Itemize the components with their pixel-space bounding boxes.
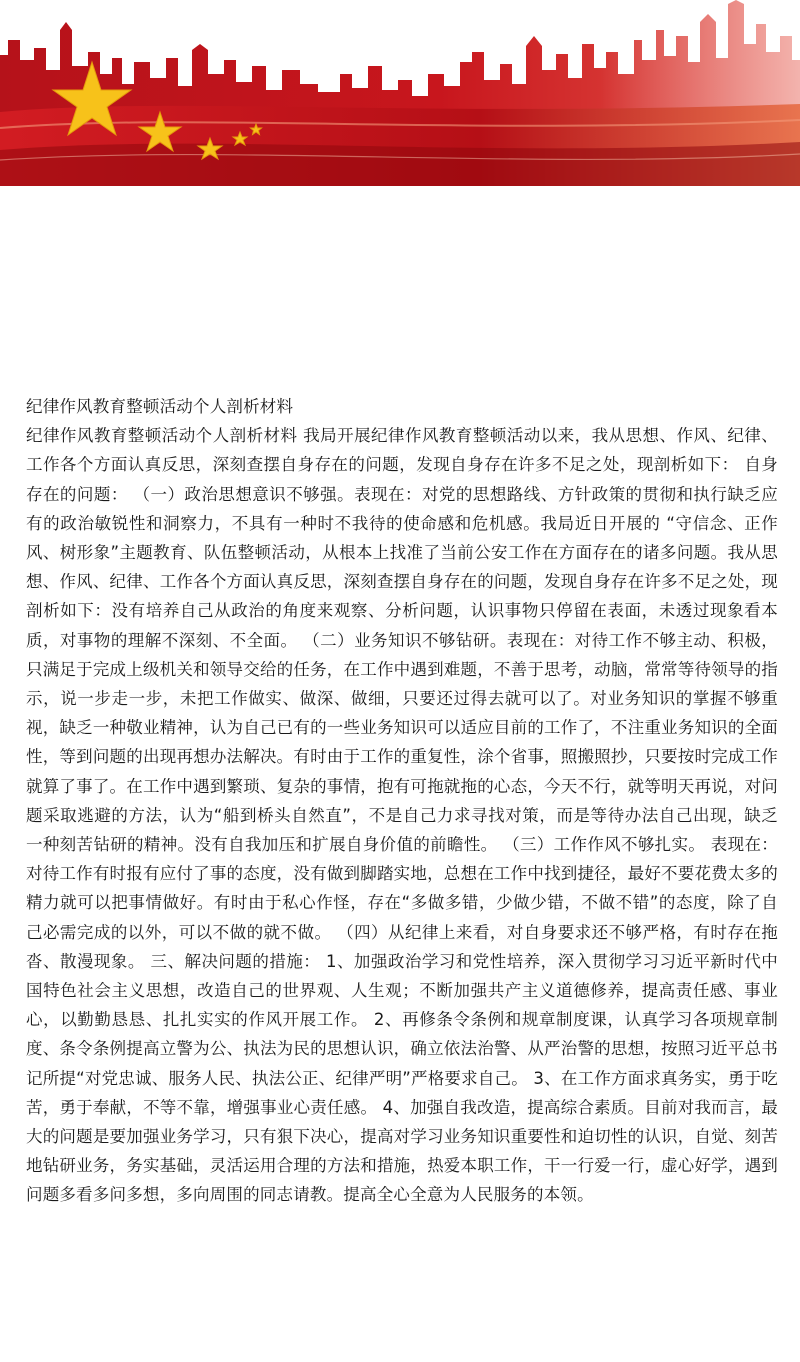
city-skyline [0, 0, 800, 186]
document-content [26, 392, 778, 1210]
header-banner [0, 0, 800, 186]
document-title: 纪律作风教育整顿活动个人剖析材料 [26, 397, 294, 416]
document-body: 纪律作风教育整顿活动个人剖析材料 我局开展纪律作风教育整顿活动以来，我从思想、作风、纪律、工作各个方面认真反思，深刻查摆自身存在的问题，发现自身存在许多不足之处，现剖析如下： 自身存在的问题： （一）政治思想意识不够强。表现在：对党的思想路线、方针政策的贯彻和执行缺乏应有的政治敏锐性和洞察力，不具有一种时不我待的使命感和危机感。我局近日开展的 “守信念、正作风、树形象”主题教育、队伍整顿活动，从根本上找准了当前公安工作在方面存在的诸多问题。我从思想、作风、纪律、工作各个方面认真反思，深刻查摆自身存在的问题，发现自身存在许多不足之处，现剖析如下：没有培养自己从政治的角度来观察、分析问题，认识事物只停留在表面，未透过现象看本质，对事物的理解不深刻、不全面。 （二）业务知识不够钻研。表现在：对待工作不够主动、积极，只满足于完成上级机关和领导交给的任务，在工作中遇到难题，不善于思考，动脑，常常等待领导的指示，说一步走一步，未把工作做实、做深、做细，只要还过得去就可以了。对业务知识的掌握不够重视，缺乏一种敬业精神，认为自己已有的一些业务知识可以适应目前的工作了，不注重业务知识的全面性，等到问题的出现再想办法解决。有时由于工作的重复性，涂个省事，照搬照抄，只要按时完成工作就算了事了。在工作中遇到繁琐、复杂的事情，抱有可拖就拖的心态，今天不行，就等明天再说，对问题采取逃避的方法，认为“船到桥头自然直”，不是自己力求寻找对策，而是等待办法自己出现，缺乏一种刻苦钻研的精神。没有自我加压和扩展自身价值的前瞻性。 （三）工作作风不够扎实。 表现在：对待工作有时报有应付了事的态度，没有做到脚踏实地，总想在工作中找到捷径，最好不要花费太多的精力就可以把事情做好。有时由于私心作怪，存在“多做多错，少做少错，不做不错”的态度，除了自己必需完成的以外，可以不做的就不做。 （四）从纪律上来看，对自身要求还不够严格，有时存在拖沓、散漫现象。 三、解决问题的措施： 1、加强政治学习和党性培养，深入贯彻学习习近平新时代中国特色社会主义思想，改造自己的世界观、人生观；不断加强共产主义道德修养，提高责任感、事业心，以勤勤恳恳、扎扎实实的作风开展工作。 2、再修条令条例和规章制度课，认真学习各项规章制度、条令条例提高立警为公、执法为民的思想认识，确立依法治警、从严治警的思想，按照习近平总书记所提“对党忠诚、服务人民、执法公正、纪律严明”严格要求自己。 3、在工作方面求真务实，勇于吃苦，勇于奉献，不等不靠，增强事业心责任感。 4、加强自我改造，提高综合素质。目前对我而言，最大的问题是要加强业务学习，只有狠下决心，提高对学习业务知识重要性和迫切性的认识，自觉、刻苦地钻研业务，务实基础，灵活运用合理的方法和措施，热爱本职工作，干一行爱一行，虚心好学，遇到问题多看多问多想，多向周围的同志请教。提高全心全意为人民服务的本领。 [26, 426, 778, 1205]
